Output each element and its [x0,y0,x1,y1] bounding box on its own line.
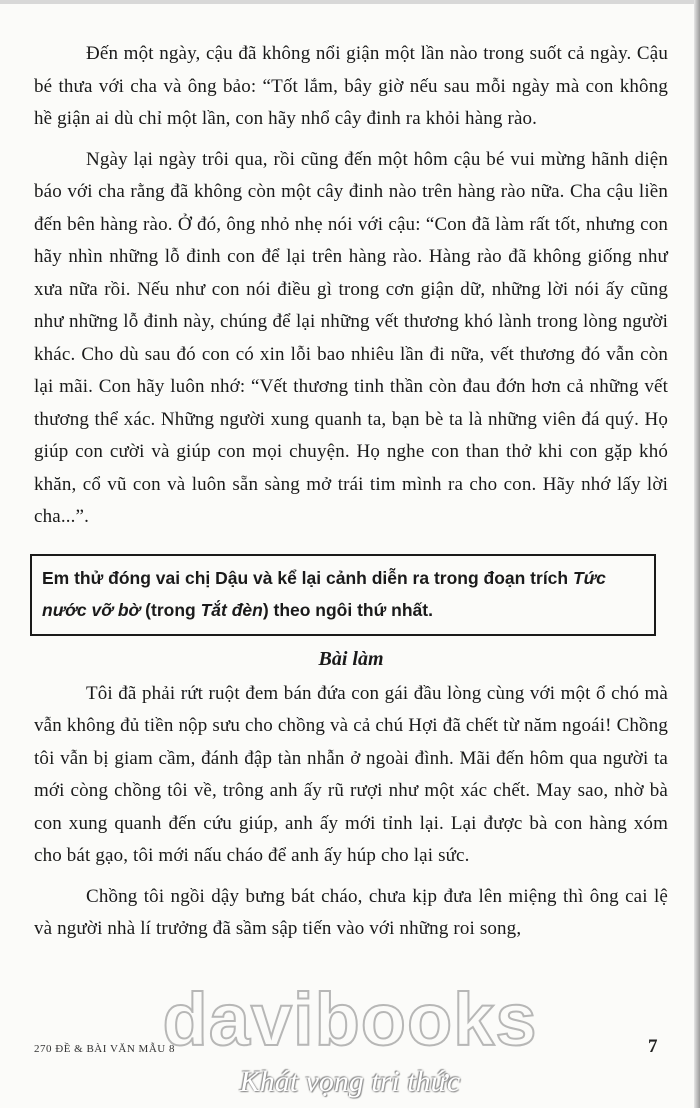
footer-book-title: 270 ĐỀ & BÀI VĂN MẪU 8 [34,1043,175,1055]
page-number: 7 [648,1036,658,1057]
watermark-slogan: Khát vọng tri thức [239,1065,461,1098]
paragraph: Tôi đã phải rứt ruột đem bán đứa con gái đầu lòng cùng với một ổ chó mà vẫn không đủ tiền nộp sưu cho chồng và cả chú Hợi đã chết từ năm ngoái! Chồng tôi vẫn bị giam cầm, đánh đập tàn nhẫn ở ngoài đình. Mãi đến hôm qua người ta mới còng chồng tôi về, trông anh ấy rũ rượi như một xác chết. May sao, nhờ bà con xung quanh đến cứu giúp, anh ấy mới tỉnh lại. Lại được bà con hàng xóm cho bát gạo, tôi mới nấu cháo để anh ấy húp cho lại sức. [34,682,668,866]
prompt-book-title: Tắt đèn [200,599,263,620]
paragraph: Chồng tôi ngồi dậy bưng bát cháo, chưa kịp đưa lên miệng thì ông cai lệ và người nhà lí trưởng đã sầm sập tiến vào với những roi song, [34,885,668,939]
paragraph: Đến một ngày, cậu đã không nổi giận một lần nào trong suốt cả ngày. Cậu bé thưa với cha và ông bảo: “Tốt lắm, bây giờ nếu sau mỗi ngày mà con không hề giận ai dù chỉ một lần, con hãy nhổ cây đinh ra khỏi hàng rào. [34,43,668,129]
prompt-work-title: Tức nước vỡ bờ [42,567,606,620]
prompt-text: Em thử đóng vai chị Dậu và kể lại cảnh diễn ra trong đoạn trích [42,567,573,588]
prompt-text: (trong [140,599,201,620]
prompt-text: ) theo ngôi thứ nhất. [262,599,433,620]
exercise-prompt-box [30,554,656,636]
page-content [34,38,668,954]
watermark-brand: davibooks [162,978,538,1061]
page-right-edge [694,0,700,1108]
section-title: Bài làm [318,647,384,670]
paragraph: Ngày lại ngày trôi qua, rồi cũng đến một hôm cậu bé vui mừng hãnh diện báo với cha rằng đã không còn một cây đinh nào trên hàng rào nữa. Cha cậu liền đến bên hàng rào. Ở đó, ông nhỏ nhẹ nói với cậu: “Con đã làm rất tốt, nhưng con hãy nhìn những lỗ đinh con để lại trên hàng rào. Hàng rào đã không giống như xưa nữa rồi. Nếu như con nói điều gì trong cơn giận dữ, những lời nói ấy cũng như những lỗ đinh này, chúng để lại những vết thương khó lành trong lòng người khác. Cho dù sau đó con có xin lỗi bao nhiêu lần đi nữa, vết thương đó vẫn còn lại mãi. Con hãy luôn nhớ: “Vết thương tinh thần còn đau đớn hơn cả những vết thương thể xác. Những người xung quanh ta, bạn bè ta là những viên đá quý. Họ giúp con cười và giúp con mọi chuyện. Họ nghe con than thở khi con gặp khó khăn, cổ vũ con và luôn sẵn sàng mở trái tim mình ra cho con. Hãy nhớ lấy lời cha...”. [34,148,668,527]
page-top-edge [0,0,700,4]
